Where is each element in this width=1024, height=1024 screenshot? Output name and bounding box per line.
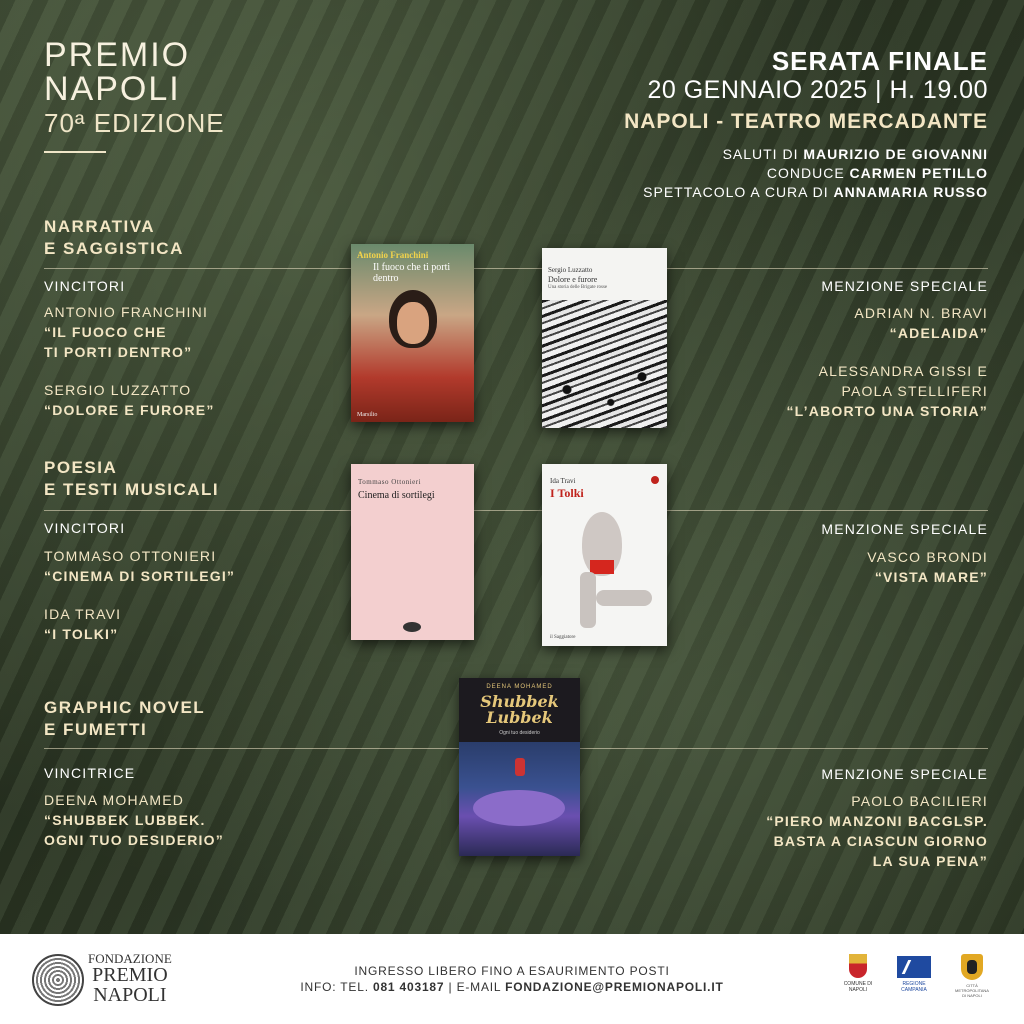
mention-label: MENZIONE SPECIALE <box>821 766 988 782</box>
credit-line: SALUTI DI MAURIZIO DE GIOVANNI <box>722 146 988 162</box>
section-divider <box>44 510 988 511</box>
mention-entry: PAOLO BACILIERI “PIERO MANZONI BACGLSP. BASTA A CIASCUN GIORNO LA SUA PENA” <box>766 793 988 869</box>
footer-info: INGRESSO LIBERO FINO A ESAURIMENTO POSTI INFO: TEL. 081 403187 | E-MAIL FONDAZIONE@PREMIONAPOLI.IT <box>300 964 724 994</box>
section-divider <box>44 268 988 269</box>
comune-crest-icon <box>849 954 867 978</box>
winners-label: VINCITORI <box>44 278 126 294</box>
partner-citta: CITTÀ METROPOLITANA DI NAPOLI <box>954 954 990 998</box>
foundation-logo-text: FONDAZIONE PREMIO NAPOLI <box>88 951 172 1006</box>
edition-label: 70ª EDIZIONE <box>44 108 225 138</box>
figure-red-mark <box>515 758 525 776</box>
brand-rule <box>44 151 106 153</box>
brand-line-1: PREMIO <box>44 36 191 74</box>
book-cover-dolore-e-furore: Sergio Luzzatto Dolore e furore Una storia delle Brigate rosse <box>542 248 667 428</box>
event-title: SERATA FINALE <box>771 46 988 76</box>
footer <box>0 934 1024 1024</box>
credit-line: SPETTACOLO A CURA DI ANNAMARIA RUSSO <box>643 184 988 200</box>
winner-entry: SERGIO LUZZATTO “DOLORE E FURORE” <box>44 382 215 418</box>
winner-entry: ANTONIO FRANCHINI “IL FUOCO CHE TI PORTI DENTRO” <box>44 304 209 360</box>
winner-entry: TOMMASO OTTONIERI “CINEMA DI SORTILEGI” <box>44 548 236 584</box>
mention-entry: ALESSANDRA GISSI E PAOLA STELLIFERI “L’ABORTO UNA STORIA” <box>786 363 988 419</box>
figure-arm-shape <box>596 590 652 606</box>
mention-label: MENZIONE SPECIALE <box>821 278 988 294</box>
winner-entry: DEENA MOHAMED “SHUBBEK LUBBEK. OGNI TUO DESIDERIO” <box>44 792 224 848</box>
mention-entry: VASCO BRONDI “VISTA MARE” <box>867 549 988 585</box>
brand-line-2: NAPOLI <box>44 70 181 108</box>
partner-regione: REGIONE CAMPANIA <box>893 956 935 993</box>
mention-label: MENZIONE SPECIALE <box>821 521 988 537</box>
regione-logo-icon <box>897 956 931 978</box>
winner-entry: IDA TRAVI “I TOLKI” <box>44 606 122 642</box>
phone-number: 081 403187 <box>372 980 445 994</box>
winners-label: VINCITORI <box>44 520 126 536</box>
email-link[interactable]: FONDAZIONE@PREMIONAPOLI.IT <box>505 980 724 994</box>
creature-shape <box>473 790 565 826</box>
publisher-logo-icon <box>403 622 421 632</box>
photo-area <box>542 300 667 428</box>
book-cover-i-tolki: Ida Travi I Tolki il Saggiatore <box>542 464 667 646</box>
partner-comune: COMUNE DI NAPOLI <box>838 954 878 993</box>
book-cover-cinema-di-sortilegi: Tommaso Ottonieri Cinema di sortilegi <box>351 464 474 640</box>
category-heading: GRAPHIC NOVEL E FUMETTI <box>44 698 206 739</box>
event-venue: NAPOLI - TEATRO MERCADANTE <box>624 110 988 133</box>
figure-red-mark <box>590 560 614 574</box>
publisher-dot-icon <box>651 476 659 484</box>
credit-line: CONDUCE CARMEN PETILLO <box>766 165 988 181</box>
portrait-face-shape <box>397 302 429 344</box>
horse-crest-icon <box>961 954 983 980</box>
category-heading: POESIA E TESTI MUSICALI <box>44 458 220 499</box>
event-date: 20 GENNAIO 2025 | H. 19.00 <box>647 76 988 104</box>
figure-leg-shape <box>580 572 596 628</box>
mention-entry: ADRIAN N. BRAVI “ADELAIDA” <box>854 305 988 341</box>
foundation-logo-icon <box>32 954 84 1006</box>
winners-label: VINCITRICE <box>44 765 136 781</box>
book-cover-shubbek-lubbek: DEENA MOHAMED Shubbek Lubbek Ogni tuo desiderio <box>459 678 580 856</box>
category-heading: NARRATIVA E SAGGISTICA <box>44 217 184 258</box>
book-cover-il-fuoco: Antonio Franchini Il fuoco che ti porti dentro Marsilio <box>351 244 474 422</box>
event-credits <box>643 145 988 202</box>
